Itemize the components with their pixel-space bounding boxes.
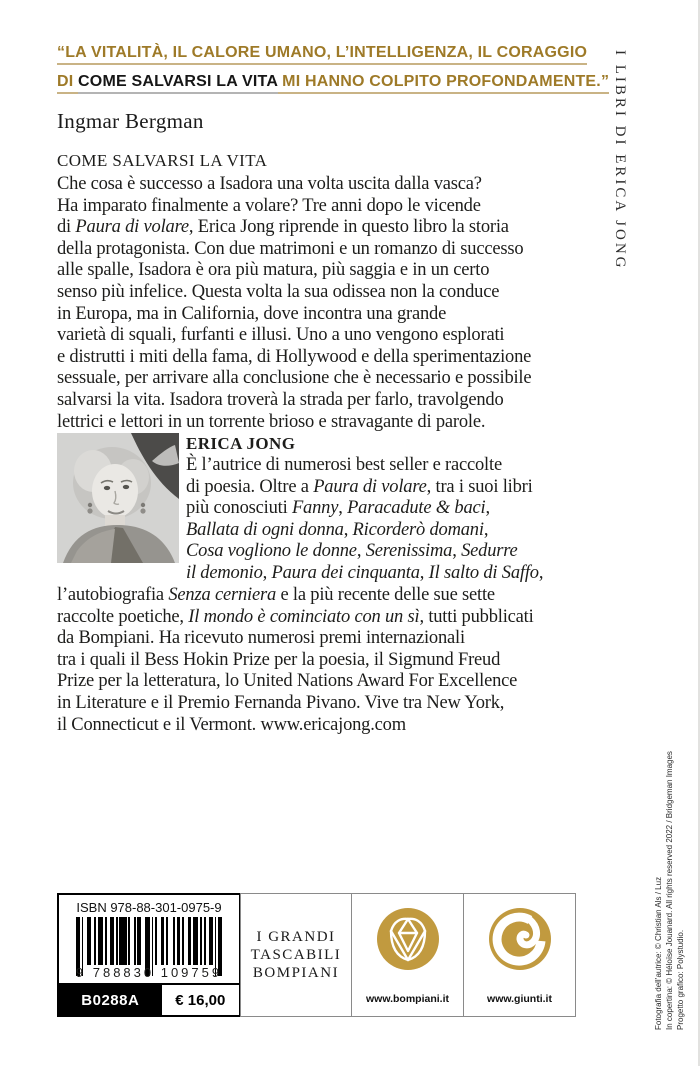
credits-rotated: [653, 751, 686, 1030]
text-line: di poesia. Oltre a Paura di volare, tra i suoi libri: [186, 476, 533, 497]
text-line: Prize per la letteratura, lo United Nations Award For Excellence: [57, 671, 518, 692]
imprint-line: BOMPIANI: [252, 965, 340, 981]
quote-attribution: Ingmar Bergman: [57, 109, 204, 133]
text-line: Ballata di ogni donna, Ricorderò domani,: [186, 519, 489, 540]
text-line: lettrici e lettori in un torrente brioso e stravagante di parole.: [57, 411, 486, 432]
synopsis-title: COME SALVARSI LA VITA: [57, 151, 268, 170]
book-title-in-quote: COME SALVARSI LA VITA: [78, 73, 277, 94]
text-line: sessuale, per arrivare alla conclusione che è necessario e possibile: [57, 368, 532, 389]
quote-line-2: [57, 73, 610, 102]
text-line: varietà di squali, furfanti e illusi. Uno a uno vengono esplorati: [57, 325, 505, 346]
author-section: [57, 433, 543, 585]
quote-text: MI HANNO COLPITO PROFONDAMENTE.”: [278, 73, 610, 94]
collection-spine-label: I LIBRI DI ERICA JONG: [612, 50, 628, 271]
author-bio-beside-photo: [186, 433, 543, 585]
bompiani-block: [351, 893, 464, 1017]
review-quote: [57, 44, 610, 134]
synopsis-text: [57, 174, 531, 433]
credit-line: Fotografia dell’autrice: © Christian Als / Luz: [654, 876, 663, 1030]
edition-code: B0288A: [59, 985, 162, 1015]
text-line: più conosciuti Fanny, Paracadute & baci,: [186, 498, 490, 519]
text-line: senso più infelice. Questa volta la sua odissea non la conduce: [57, 281, 500, 302]
text-line: il demonio, Paura dei cinquanta, Il salto di Saffo,: [186, 562, 544, 583]
price-row: [59, 983, 239, 1015]
barcode-block: [57, 893, 241, 1017]
synopsis-section: [57, 150, 531, 433]
imprint-line: I GRANDI: [256, 929, 336, 945]
text-line: Che cosa è successo a Isadora una volta uscita dalla vasca?: [57, 174, 482, 194]
bompiani-url: www.bompiani.it: [365, 993, 450, 1005]
quote-line-1: [57, 44, 602, 73]
footer-strip: [57, 893, 576, 1017]
author-photo: [57, 433, 179, 563]
quote-text: DI: [57, 73, 78, 94]
text-line: l’autobiografia Senza cerniera e la più recente delle sue sette: [57, 585, 495, 605]
text-line: Ha imparato finalmente a volare? Tre anni dopo le vicende: [57, 195, 481, 216]
giunti-url: www.giunti.it: [487, 993, 552, 1005]
text-line: tra i quali il Bess Hokin Prize per la poesia, il Sigmund Freud: [57, 649, 501, 670]
author-bio-full-width: [57, 585, 534, 736]
giunti-g-icon: [488, 907, 552, 971]
barcode-digits: 9 788830 109759: [75, 965, 223, 980]
credit-line: In copertina: © Héloïse Jouanard. All rights reserved 2022 / Bridgeman Images: [665, 751, 674, 1030]
text-line: in Europa, ma in California, dove incontra una grande: [57, 303, 447, 324]
text-line: alle spalle, Isadora è ora più matura, più saggia e in un certo: [57, 260, 490, 281]
text-line: di Paura di volare, Erica Jong riprende in questo libro la storia: [57, 217, 509, 238]
author-bio-text: [186, 455, 543, 585]
isbn-label: ISBN 978-88-301-0975-9: [76, 900, 222, 915]
text-line: Cosa vogliono le donne, Serenissima, Sedurre: [186, 541, 518, 562]
price: € 16,00: [175, 991, 226, 1009]
imprint-block: [240, 893, 352, 1017]
text-line: e distrutti i miti della fama, di Hollywood e della sperimentazione: [57, 346, 532, 367]
bompiani-flower-icon: [376, 907, 440, 971]
quote-text: “LA VITALITÀ, IL CALORE UMANO, L’INTELLIGENZA, IL CORAGGIO: [57, 44, 587, 65]
text-line: il Connecticut e il Vermont. www.ericajong.com: [57, 714, 406, 735]
text-line: salvarsi la vita. Isadora troverà la strada per farlo, travolgendo: [57, 389, 504, 410]
imprint-line: TASCABILI: [250, 947, 342, 963]
giunti-block: [463, 893, 576, 1017]
text-line: da Bompiani. Ha ricevuto numerosi premi internazionali: [57, 628, 465, 649]
imprint-wordmark: [251, 928, 342, 982]
barcode-bars: [71, 917, 227, 965]
text-line: È l’autrice di numerosi best seller e raccolte: [186, 455, 502, 475]
text-line: raccolte poetiche, Il mondo è cominciato con un sì, tutti pubblicati: [57, 606, 534, 627]
text-line: della protagonista. Con due matrimoni e un romanzo di successo: [57, 238, 524, 259]
credit-line: Progetto grafico: Polystudio.: [676, 929, 685, 1030]
author-name: ERICA JONG: [186, 434, 296, 453]
text-line: in Literature e il Premio Fernanda Pivano. Vive tra New York,: [57, 692, 505, 713]
